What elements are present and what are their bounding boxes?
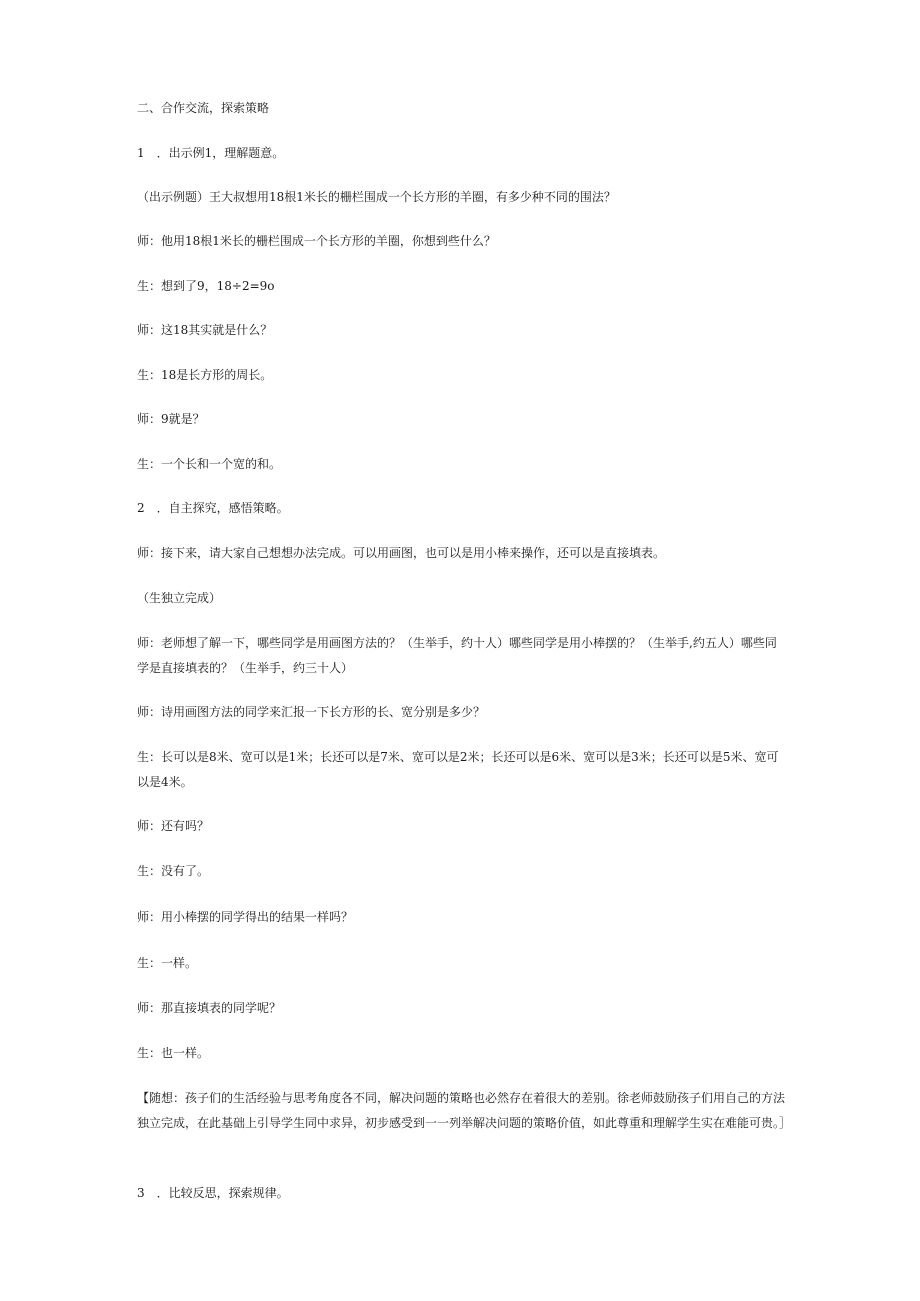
dialogue-line: 师：他用18根1米长的栅栏围成一个长方形的羊圈，你想到些什么？	[137, 234, 496, 248]
dialogue-line: 师：用小棒摆的同学得出的结果一样吗？	[137, 910, 354, 924]
dialogue-line: 生：想到了9，18÷2=9o	[137, 279, 275, 293]
dialogue-line: 师：诗用画图方法的同学来汇报一下长方形的长、宽分别是多少？	[137, 705, 486, 719]
step-heading-3: 3 ．比较反思，探索规律。	[137, 1186, 289, 1200]
dialogue-line: 生：没有了。	[137, 864, 210, 878]
dialogue-line: 师：接下来，请大家自己想想办法完成。可以用画图，也可以是用小棒来操作，还可以是直接填表。	[137, 546, 666, 560]
dialogue-line: 师：9就是？	[137, 412, 205, 426]
dialogue-line: 生：一个长和一个宽的和。	[137, 457, 282, 471]
stage-direction: （生独立完成）	[137, 591, 222, 605]
dialogue-line: 生：一样。	[137, 956, 198, 970]
section-heading: 二、合作交流，探索策略	[137, 101, 270, 115]
dialogue-line: 师：老师想了解一下，哪些同学是用画图方法的？（生举手，约十人）哪些同学是用小棒摆的？（生举手,约五人）哪些同学是直接填表的？（生举手，约三十人）	[137, 636, 777, 675]
step-heading-1: 1 ．出示例1，理解题意。	[137, 146, 285, 160]
dialogue-line: 师：还有吗？	[137, 819, 210, 833]
step-heading-2: 2 ．自主探究，感悟策略。	[137, 501, 289, 515]
dialogue-line: 师：那直接填表的同学呢？	[137, 1001, 282, 1015]
dialogue-line: 师：这18其实就是什么？	[137, 323, 273, 337]
dialogue-line: 生：也一样。	[137, 1046, 210, 1060]
example-problem: （出示例题）王大叔想用18根1米长的栅栏围成一个长方形的羊圈，有多少种不同的围法？	[137, 190, 616, 204]
dialogue-line: 生：长可以是8米、宽可以是1米；长还可以是7米、宽可以是2米；长还可以是6米、宽可以是3米；长还可以是5米、宽可以是4米。	[137, 750, 779, 789]
dialogue-line: 生：18是长方形的周长。	[137, 368, 273, 382]
reflection-note: 【随想：孩子们的生活经验与思考角度各不同，解决问题的策略也必然存在着很大的差别。徐老师鼓励孩子们用自己的方法独立完成，在此基础上引导学生同中求异，初步感受到一一列举解决问题的策略价值，如此尊重和理解学生实在难能可贵。］	[137, 1091, 792, 1130]
